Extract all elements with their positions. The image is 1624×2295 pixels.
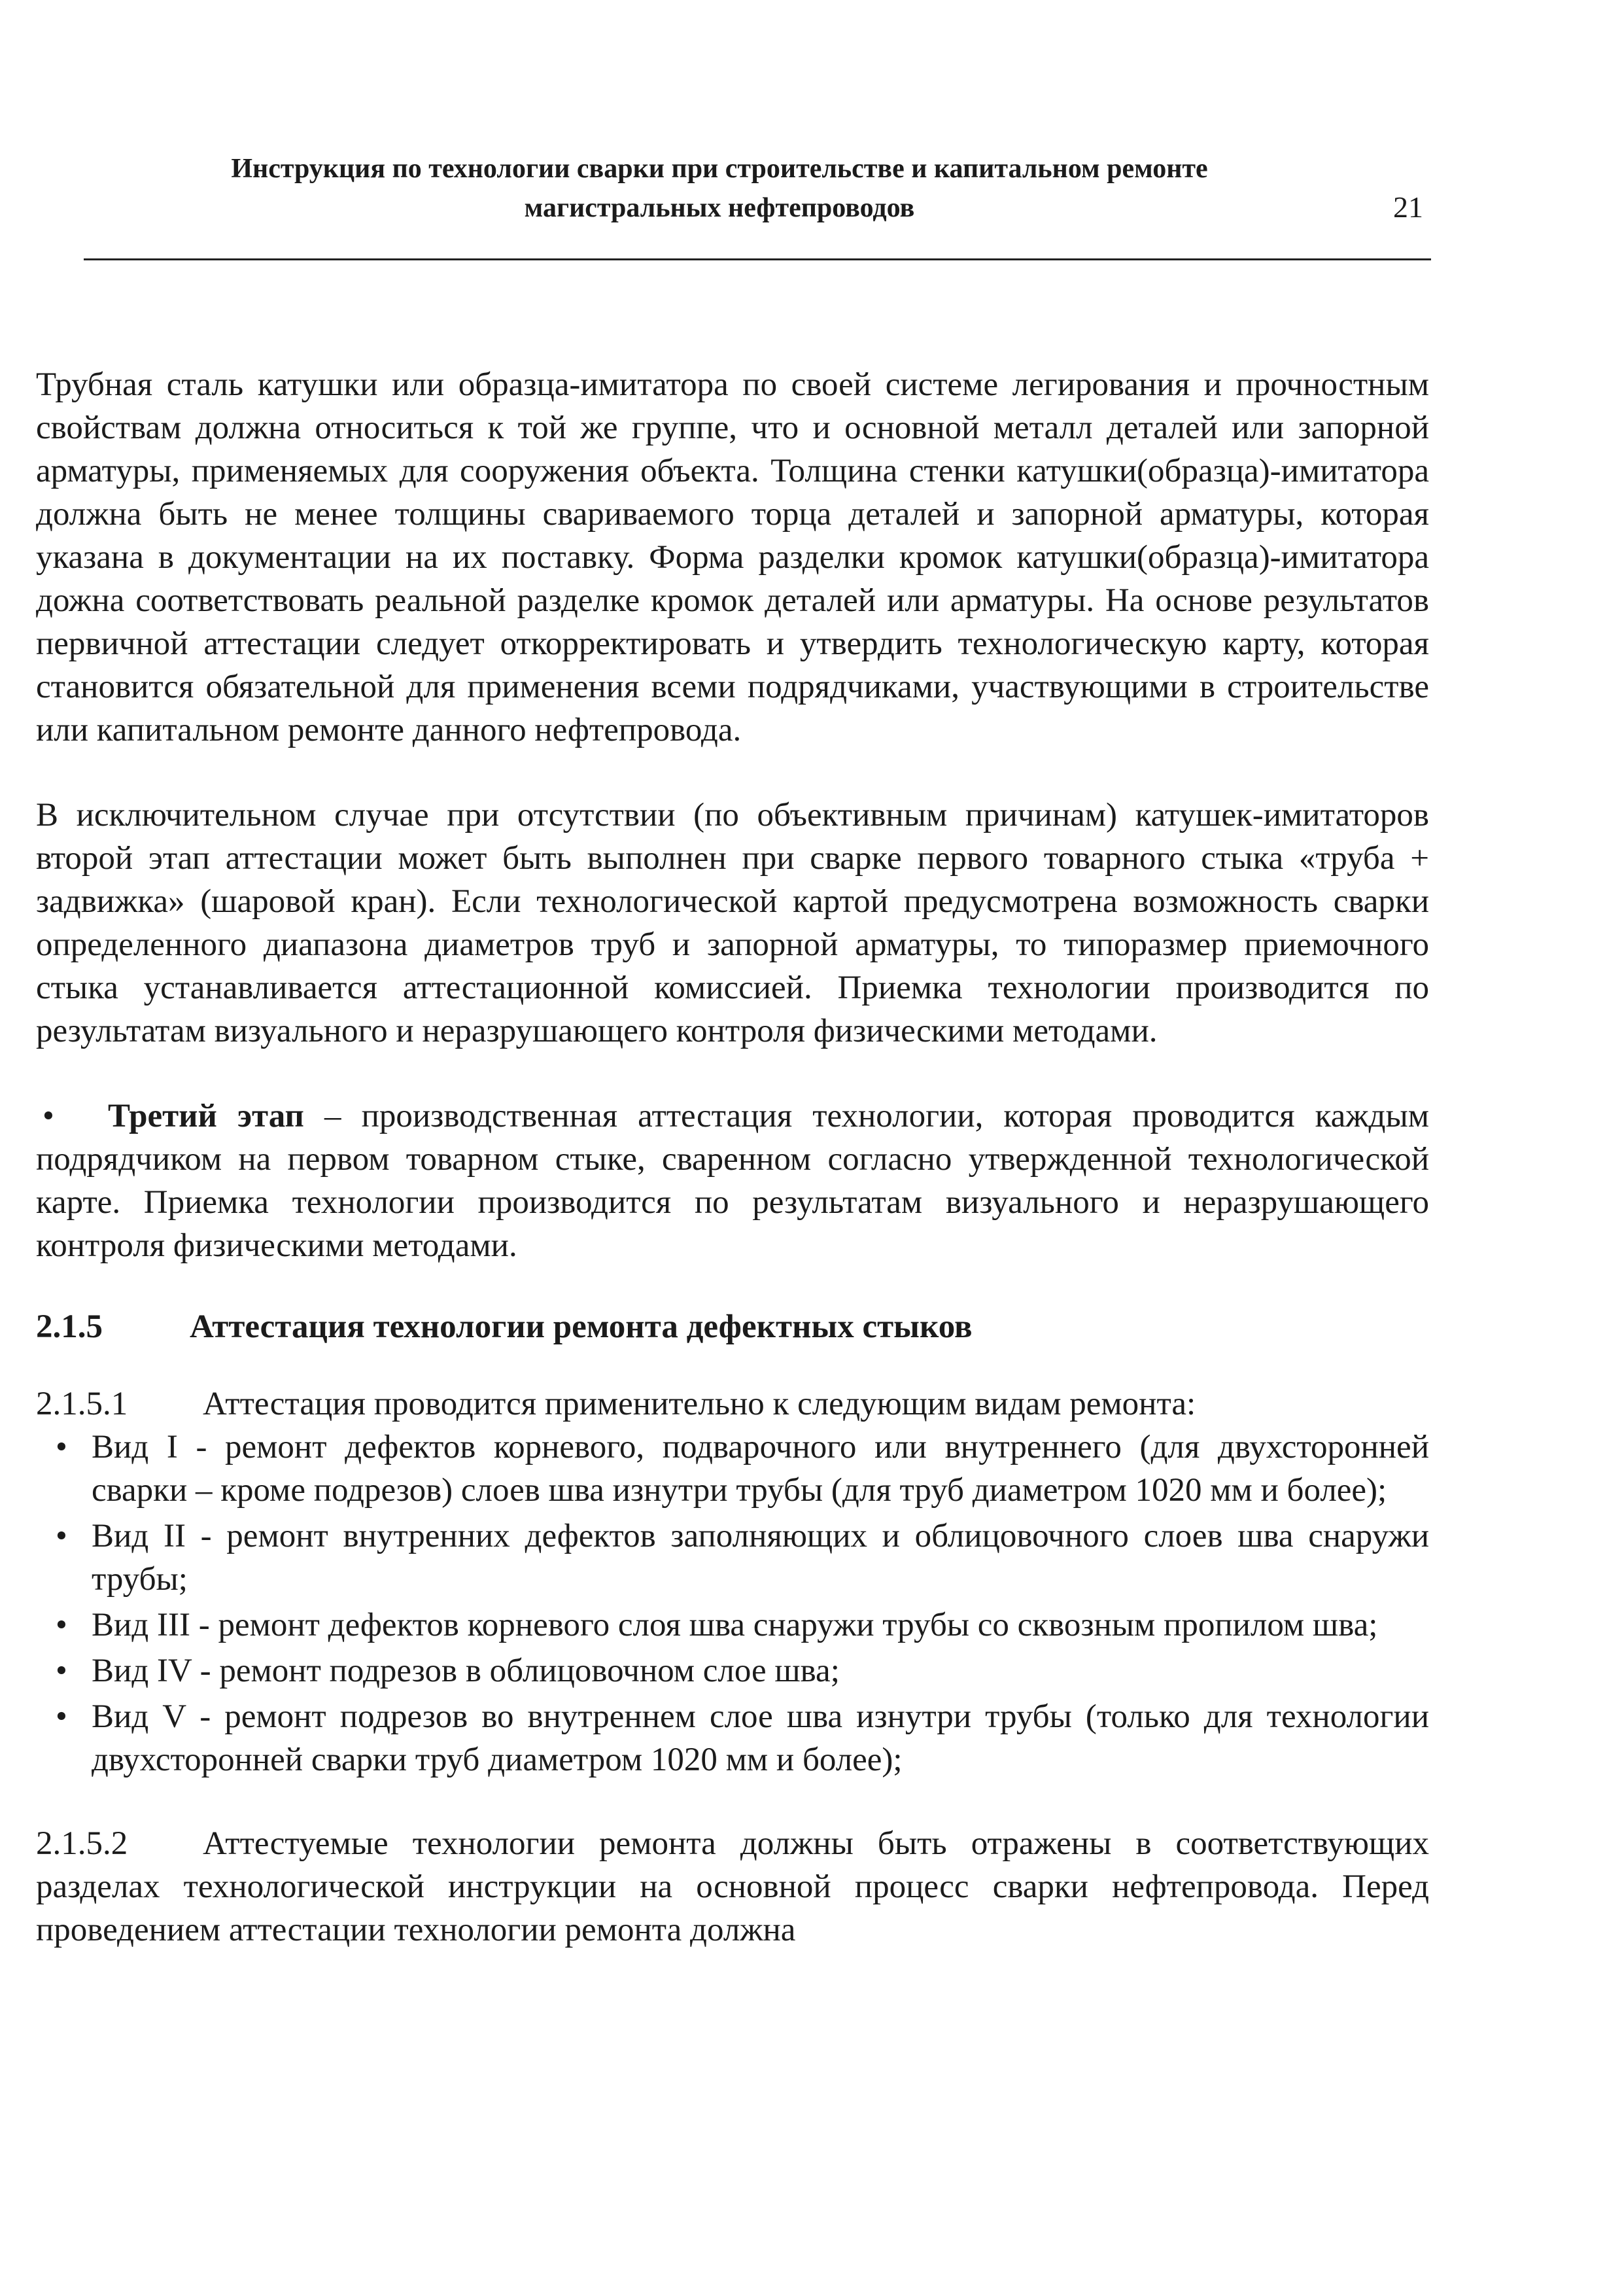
page-body	[36, 363, 1429, 1952]
list-item-text: Вид II - ремонт внутренних дефектов заполняющих и облицовочного слоев шва снаружи трубы;	[92, 1518, 1429, 1598]
header-title-line2: магистральных нефтепроводов	[524, 193, 915, 223]
bullet-icon: •	[56, 1429, 67, 1465]
subsection-number: 2.1.5.1	[36, 1386, 128, 1422]
spacer	[36, 1348, 1429, 1382]
list-item	[36, 1515, 1429, 1601]
subsection-2-1-5-1	[36, 1382, 1429, 1426]
spacer	[36, 1267, 1429, 1305]
list-item	[36, 1649, 1429, 1692]
subsection-number: 2.1.5.2	[36, 1825, 128, 1862]
list-item-text: Вид I - ремонт дефектов корневого, подварочного или внутреннего (для двухсторонней сварки – кроме подрезов) слоев шва изнутри трубы (для труб диаметром 1020 мм и более);	[92, 1429, 1429, 1509]
paragraph-exceptional-case: В исключительном случае при отсутствии (по объективным причинам) катушек-имитаторов второй этап аттестации может быть выполнен при сварке первого товарного стыка «труба + задвижка» (шаровой кран). Если технологической картой предусмотрена возможность сварки определенного диапазона диаметров труб и запорной арматуры, то типоразмер приемочного стыка устанавливается аттестационной комиссией. Приемка технологии производится по результатам визуального и неразрушающего контроля физическими методами.	[36, 797, 1429, 1049]
paragraph-simulator-steel: Трубная сталь катушки или образца-имитатора по своей системе легирования и прочностным свойствам должна относиться к той же группе, что и основной металл деталей или запорной арматуры, применяемых для сооружения объекта. Толщина стенки катушки(образца)-имитатора должна быть не менее толщины свариваемого торца деталей и запорной арматуры, которая указана в документации на их поставку. Форма разделки кромок катушки(образца)-имитатора дожна соответствовать реальной разделке кромок деталей или арматуры. На основе результатов первичной аттестации следует откорректировать и утвердить технологическую карту, которая становится обязательной для применения всеми подрядчиками, участвующими в строительстве или капитальном ремонте данного нефтепровода.	[36, 366, 1429, 748]
stage-three-text: – производственная аттестация технологии, которая проводится каждым подрядчиком на первом товарном стыке, сваренном согласно утвержденной технологической карте. Приемка технологии производится по результатам визуального и неразрушающего контроля физическими методами.	[36, 1098, 1429, 1264]
list-item	[36, 1695, 1429, 1781]
list-item-text: Вид III - ремонт дефектов корневого слоя шва снаружи трубы со сквозным пропилом шва;	[92, 1607, 1378, 1643]
bullet-icon: •	[56, 1518, 67, 1554]
spacer	[36, 752, 1429, 794]
running-header	[124, 149, 1315, 228]
bullet-icon: •	[56, 1698, 67, 1735]
section-heading	[36, 1305, 1429, 1348]
page-number: 21	[1393, 190, 1423, 224]
subsection-text: Аттестуемые технологии ремонта должны быть отражены в соответствующих разделах технологической инструкции на основной процесс сварки нефтепровода. Перед проведением аттестации технологии ремонта должна	[36, 1825, 1429, 1948]
spacer	[36, 1053, 1429, 1095]
repair-types-list	[36, 1426, 1429, 1781]
stage-three-item	[36, 1095, 1429, 1267]
bullet-icon: •	[56, 1653, 67, 1689]
subsection-2-1-5-2	[36, 1822, 1429, 1952]
list-item-text: Вид IV - ремонт подрезов в облицовочном слое шва;	[92, 1653, 840, 1689]
section-title: Аттестация технологии ремонта дефектных стыков	[190, 1308, 973, 1345]
stage-three-title: Третий этап	[108, 1098, 304, 1134]
spacer	[36, 1784, 1429, 1822]
header-title-line1: Инструкция по технологии сварки при строительстве и капитальном ремонте	[231, 154, 1208, 184]
bullet-icon: •	[43, 1098, 54, 1134]
list-item-text: Вид V - ремонт подрезов во внутреннем слое шва изнутри трубы (только для технологии двухсторонней сварки труб диаметром 1020 мм и более);	[92, 1698, 1429, 1778]
list-item	[36, 1603, 1429, 1647]
header-divider	[84, 258, 1431, 260]
subsection-text: Аттестация проводится применительно к следующим видам ремонта:	[203, 1386, 1196, 1422]
list-item	[36, 1426, 1429, 1512]
section-number: 2.1.5	[36, 1308, 103, 1345]
bullet-icon: •	[56, 1607, 67, 1643]
